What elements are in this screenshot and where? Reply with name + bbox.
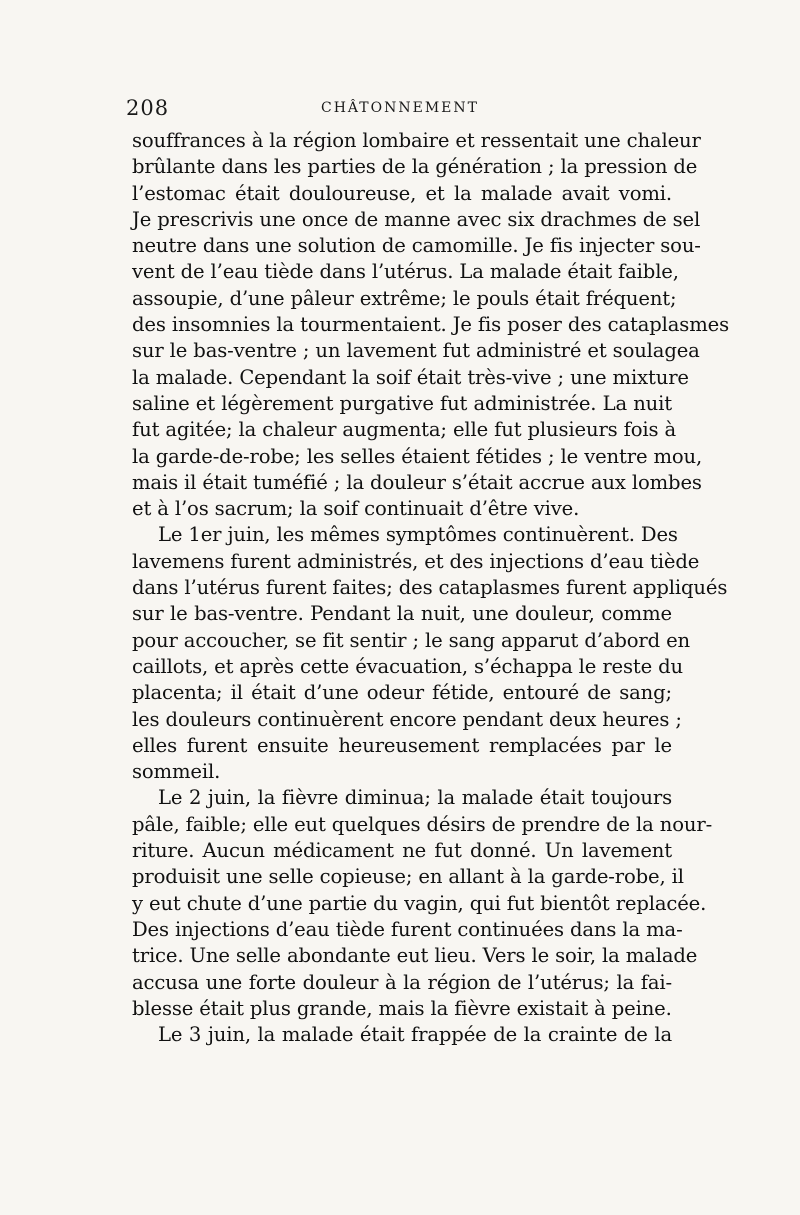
text-line: sur le bas-ventre. Pendant la nuit, une douleur, comme (132, 602, 672, 626)
page-number: 208 (126, 96, 170, 120)
text-line: et à l’os sacrum; la soif continuait d’être vive. (132, 497, 580, 521)
text-line: la malade. Cependant la soif était très-vive ; une mixture (132, 365, 689, 389)
text-line: Le 1er juin, les mêmes symptômes continuèrent. Des (158, 523, 678, 547)
text-line: blesse était plus grande, mais la fièvre existait à peine. (132, 996, 672, 1020)
text-line: trice. Une selle abondante eut lieu. Vers le soir, la malade (132, 944, 698, 968)
text-line: l’estomac était douloureuse, et la malade avait vomi. (132, 181, 672, 205)
text-line: produisit une selle copieuse; en allant à la garde-robe, il (132, 865, 684, 889)
text-line: souffrances à la région lombaire et ressentait une chaleur (132, 129, 701, 152)
text-line: fut agitée; la chaleur augmenta; elle fut plusieurs fois à (132, 418, 677, 442)
text-line: caillots, et après cette évacuation, s’échappa le reste du (132, 654, 683, 678)
page-header (126, 96, 674, 126)
text-line: accusa une forte douleur à la région de l’utérus; la fai- (132, 970, 672, 994)
text-line: des insomnies la tourmentaient. Je fis poser des cataplasmes (132, 313, 729, 337)
text-line: sommeil. (132, 760, 221, 784)
text-line: pour accoucher, se fit sentir ; le sang apparut d’abord en (132, 628, 690, 652)
text-line: neutre dans une solution de camomille. Je fis injecter sou- (132, 234, 701, 258)
text-line: la garde-de-robe; les selles étaient fétides ; le ventre mou, (132, 444, 703, 468)
text-line: vent de l’eau tiède dans l’utérus. La malade était faible, (132, 260, 679, 284)
text-line: Je prescrivis une once de manne avec six drachmes de sel (132, 207, 701, 231)
text-line: Le 3 juin, la malade était frappée de la crainte de la (158, 1023, 672, 1047)
text-line: riture. Aucun médicament ne fut donné. Un lavement (132, 839, 672, 863)
text-line: assoupie, d’une pâleur extrême; le pouls était fréquent; (132, 286, 677, 310)
body-text (132, 128, 729, 1048)
text-line: Le 2 juin, la fièvre diminua; la malade était toujours (158, 786, 672, 810)
text-line: pâle, faible; elle eut quelques désirs de prendre de la nour- (132, 812, 713, 836)
text-line: les douleurs continuèrent encore pendant deux heures ; (132, 707, 682, 731)
paragraph-1 (132, 128, 729, 522)
running-title: CHÂTONNEMENT (321, 100, 479, 116)
text-line: placenta; il était d’une odeur fétide, entouré de sang; (132, 681, 672, 705)
paragraph-2 (132, 522, 728, 785)
text-line: Des injections d’eau tiède furent continuées dans la ma- (132, 917, 683, 941)
paragraph-3 (132, 785, 713, 1022)
text-line: y eut chute d’une partie du vagin, qui fut bientôt replacée. (132, 891, 707, 915)
text-line: elles furent ensuite heureusement remplacées par le (132, 733, 672, 757)
text-line: saline et légèrement purgative fut administrée. La nuit (132, 391, 672, 415)
text-line: sur le bas-ventre ; un lavement fut administré et soulagea (132, 339, 700, 363)
text-line: dans l’utérus furent faites; des cataplasmes furent appliqués (132, 576, 728, 600)
paragraph-4 (132, 1022, 672, 1048)
text-line: lavemens furent administrés, et des injections d’eau tiède (132, 549, 700, 573)
text-line: mais il était tuméfié ; la douleur s’était accrue aux lombes (132, 470, 702, 494)
text-line: brûlante dans les parties de la génération ; la pression de (132, 155, 698, 179)
